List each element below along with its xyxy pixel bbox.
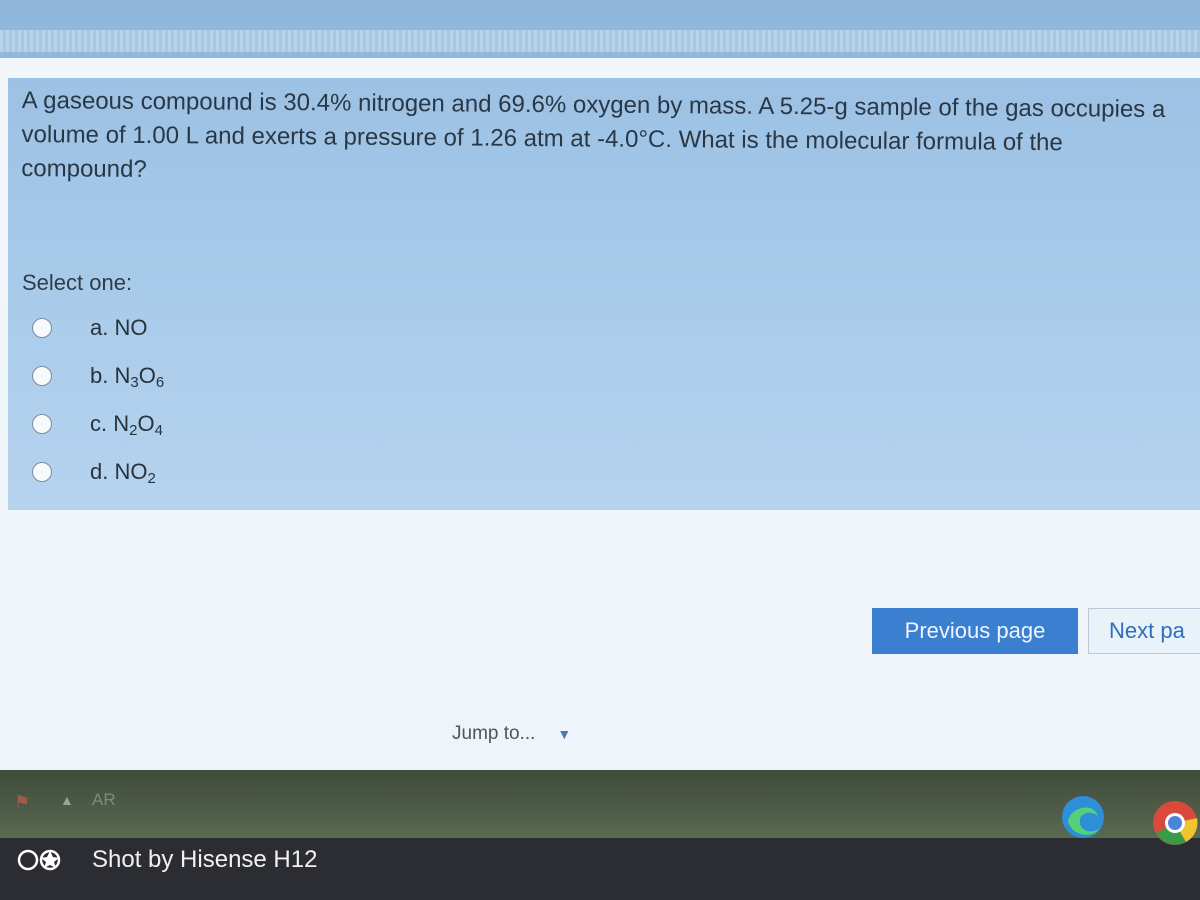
question-text: A gaseous compound is 30.4% nitrogen and 69.6% oxygen by mass. A 5.25-g sample of the gas occupies a volume of 1.00 L and exerts a pressure of 1.26 atm at -4.0°C. What is the molecular formula of the compound? <box>21 86 1166 183</box>
question-card <box>8 78 1200 510</box>
camera-logo-icon <box>16 848 80 872</box>
jump-to-label: Jump to... <box>452 723 536 744</box>
option-label: c. $N_2O_4$ <box>90 411 163 439</box>
jump-to-select[interactable] <box>452 720 612 748</box>
header-strip <box>0 30 1200 52</box>
previous-page-button[interactable]: Previous page <box>872 608 1078 654</box>
radio-button[interactable] <box>32 318 52 338</box>
camera-watermark <box>16 842 317 878</box>
select-one-label: Select one: <box>22 270 133 295</box>
chrome-icon[interactable] <box>1150 798 1200 848</box>
option-label: b. $N_3O_6$ <box>90 363 165 391</box>
option-label: a. NO <box>90 315 148 340</box>
option-b[interactable] <box>32 356 332 396</box>
caret-up-icon[interactable]: ▲ <box>60 792 74 808</box>
option-c[interactable] <box>32 404 332 444</box>
watermark-text: Shot by Hisense H12 <box>92 846 318 873</box>
browser-top-bar <box>0 0 1200 58</box>
language-indicator[interactable]: AR <box>92 790 116 809</box>
option-a[interactable] <box>32 308 332 348</box>
option-label: d. $NO_2$ <box>90 459 156 487</box>
edge-icon[interactable] <box>1060 794 1106 840</box>
quiz-page <box>0 58 1200 770</box>
taskbar <box>0 770 1200 838</box>
radio-button[interactable] <box>32 414 52 434</box>
radio-button[interactable] <box>32 462 52 482</box>
next-page-button[interactable]: Next pa <box>1088 608 1200 654</box>
option-d[interactable] <box>32 452 332 492</box>
radio-button[interactable] <box>32 366 52 386</box>
chevron-down-icon: ▼ <box>557 726 572 742</box>
flag-icon[interactable]: ⚑ <box>14 792 31 812</box>
